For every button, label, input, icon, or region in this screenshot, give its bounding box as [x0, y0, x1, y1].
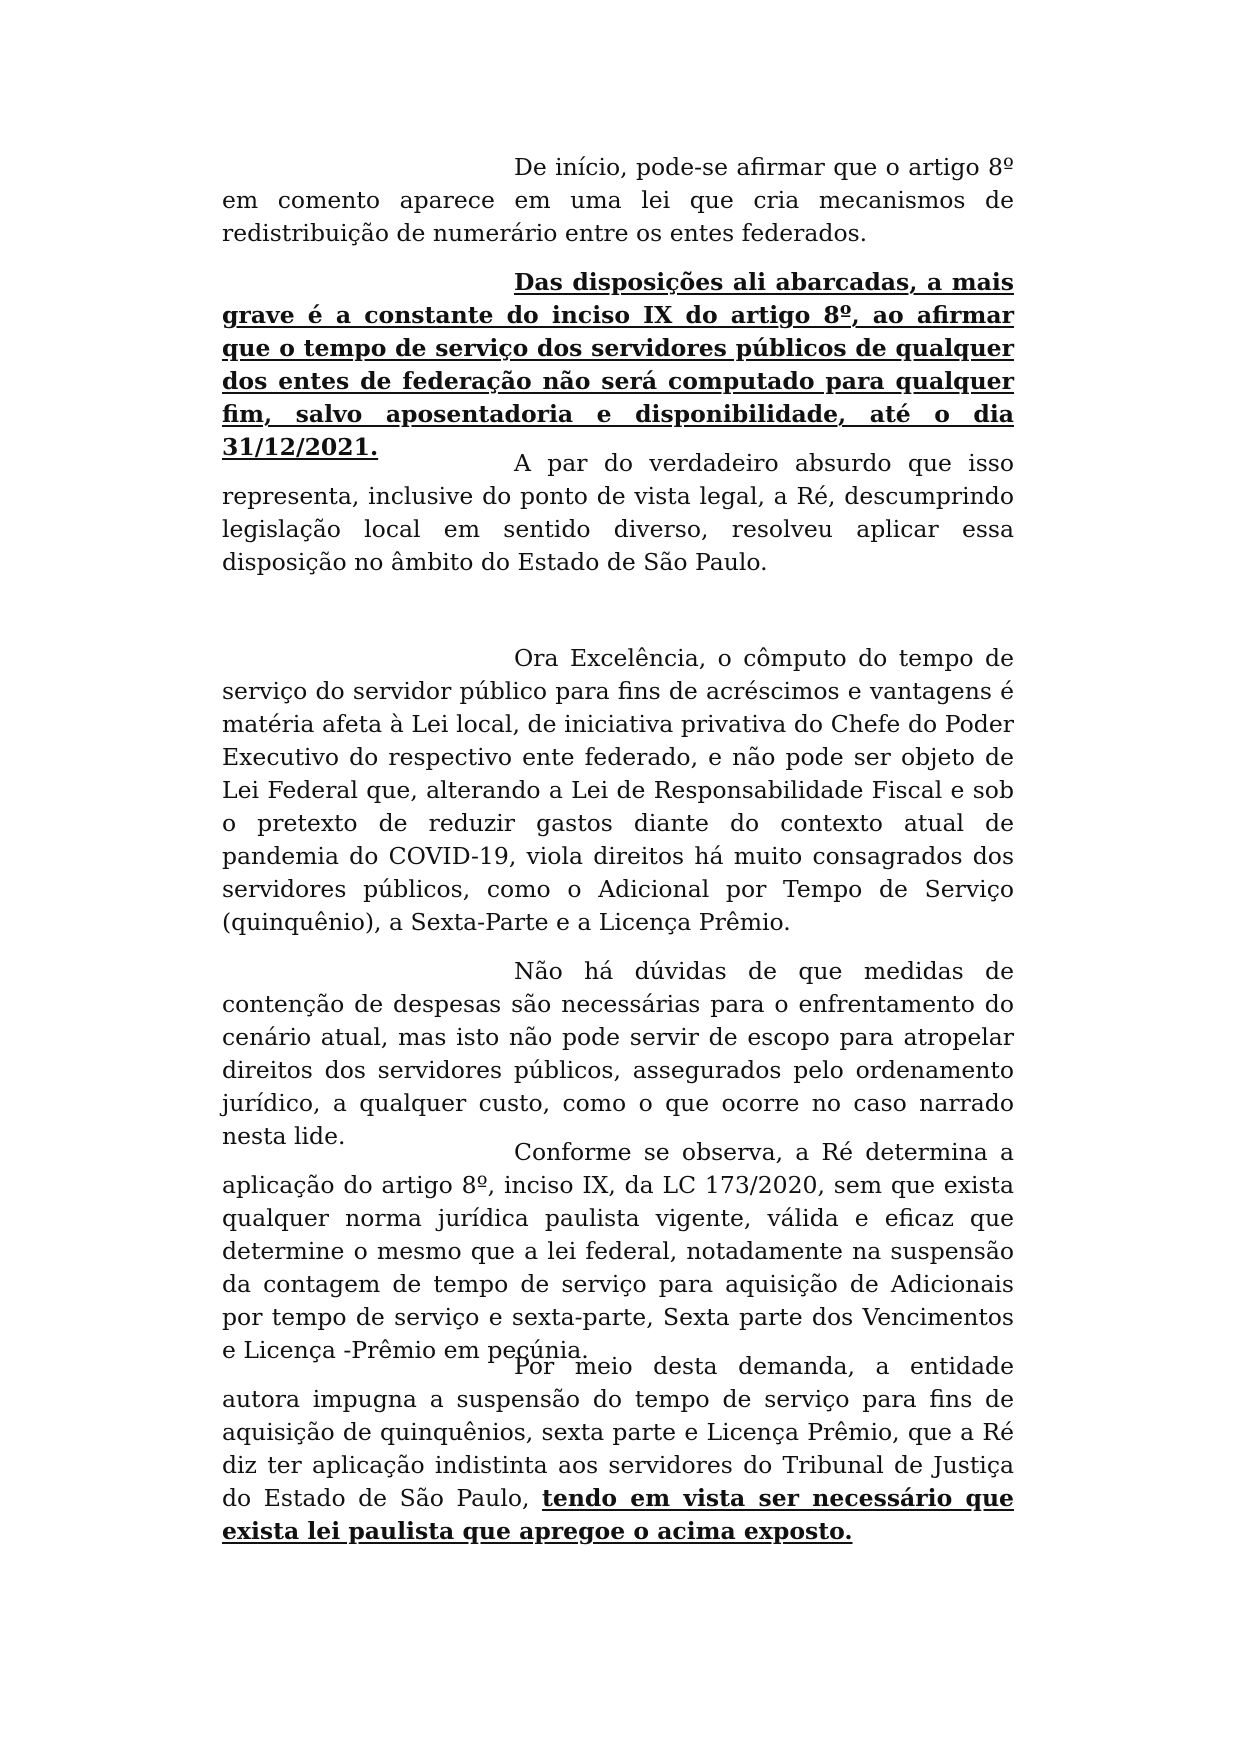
- paragraph-2-emphasis: Das disposições ali abarcadas, a mais grave é a constante do inciso IX do artigo 8º, ao afirmar que o tempo de serviço dos servidores públicos de qualquer dos entes de federação não será computado para qualquer fim, salvo aposentadoria e disponibilidade, até o dia 31/12/2021.: [222, 268, 1014, 461]
- paragraph-4-text: Ora Excelência, o cômputo do tempo de serviço do servidor público para fins de acréscimos e vantagens é matéria afeta à Lei local, de iniciativa privativa do Chefe do Poder Executivo do respectivo ente federado, e não pode ser objeto de Lei Federal que, alterando a Lei de Responsabilidade Fiscal e sob o pretexto de reduzir gastos diante do contexto atual de pandemia do COVID-19, viola direitos há muito consagrados dos servidores públicos, como o Adicional por Tempo de Serviço (quinquênio), a Sexta-Parte e a Licença Prêmio.: [222, 644, 1014, 936]
- paragraph-7-emphasis: tendo em vista ser necessário que exista lei paulista que apregoe o acima exposto.: [222, 1484, 1014, 1545]
- paragraph-7-plain: Por meio desta demanda, a entidade autora impugna a suspensão do tempo de serviço para fins de aquisição de quinquênios, sexta parte e Licença Prêmio, que a Ré diz ter aplicação indistinta aos servidores do Tribunal de Justiça do Estado de São Paulo,: [222, 1352, 1014, 1512]
- paragraph-1-text: De início, pode-se afirmar que o artigo 8º em comento aparece em uma lei que cria mecanismos de redistribuição de numerário entre os entes federados.: [222, 153, 1014, 247]
- paragraph-7: [222, 1350, 1014, 1548]
- paragraph-2: [222, 266, 1014, 464]
- paragraph-3-text: A par do verdadeiro absurdo que isso representa, inclusive do ponto de vista legal, a Ré, descumprindo legislação local em sentido diverso, resolveu aplicar essa disposição no âmbito do Estado de São Paulo.: [222, 449, 1014, 576]
- paragraph-2-text: [222, 266, 1014, 464]
- paragraph-3: [222, 447, 1014, 579]
- paragraph-6: [222, 1136, 1014, 1367]
- paragraph-5: [222, 955, 1014, 1153]
- paragraph-6-text: Conforme se observa, a Ré determina a aplicação do artigo 8º, inciso IX, da LC 173/2020, sem que exista qualquer norma jurídica paulista vigente, válida e eficaz que determine o mesmo que a lei federal, notadamente na suspensão da contagem de tempo de serviço para aquisição de Adicionais por tempo de serviço e sexta-parte, Sexta parte dos Vencimentos e Licença -Prêmio em pecúnia.: [222, 1138, 1014, 1364]
- paragraph-4: [222, 642, 1014, 939]
- paragraph-1: [222, 151, 1014, 250]
- paragraph-5-text: Não há dúvidas de que medidas de contenção de despesas são necessárias para o enfrentamento do cenário atual, mas isto não pode servir de escopo para atropelar direitos dos servidores públicos, assegurados pelo ordenamento jurídico, a qualquer custo, como o que ocorre no caso narrado nesta lide.: [222, 957, 1014, 1150]
- paragraph-7-text: [222, 1350, 1014, 1548]
